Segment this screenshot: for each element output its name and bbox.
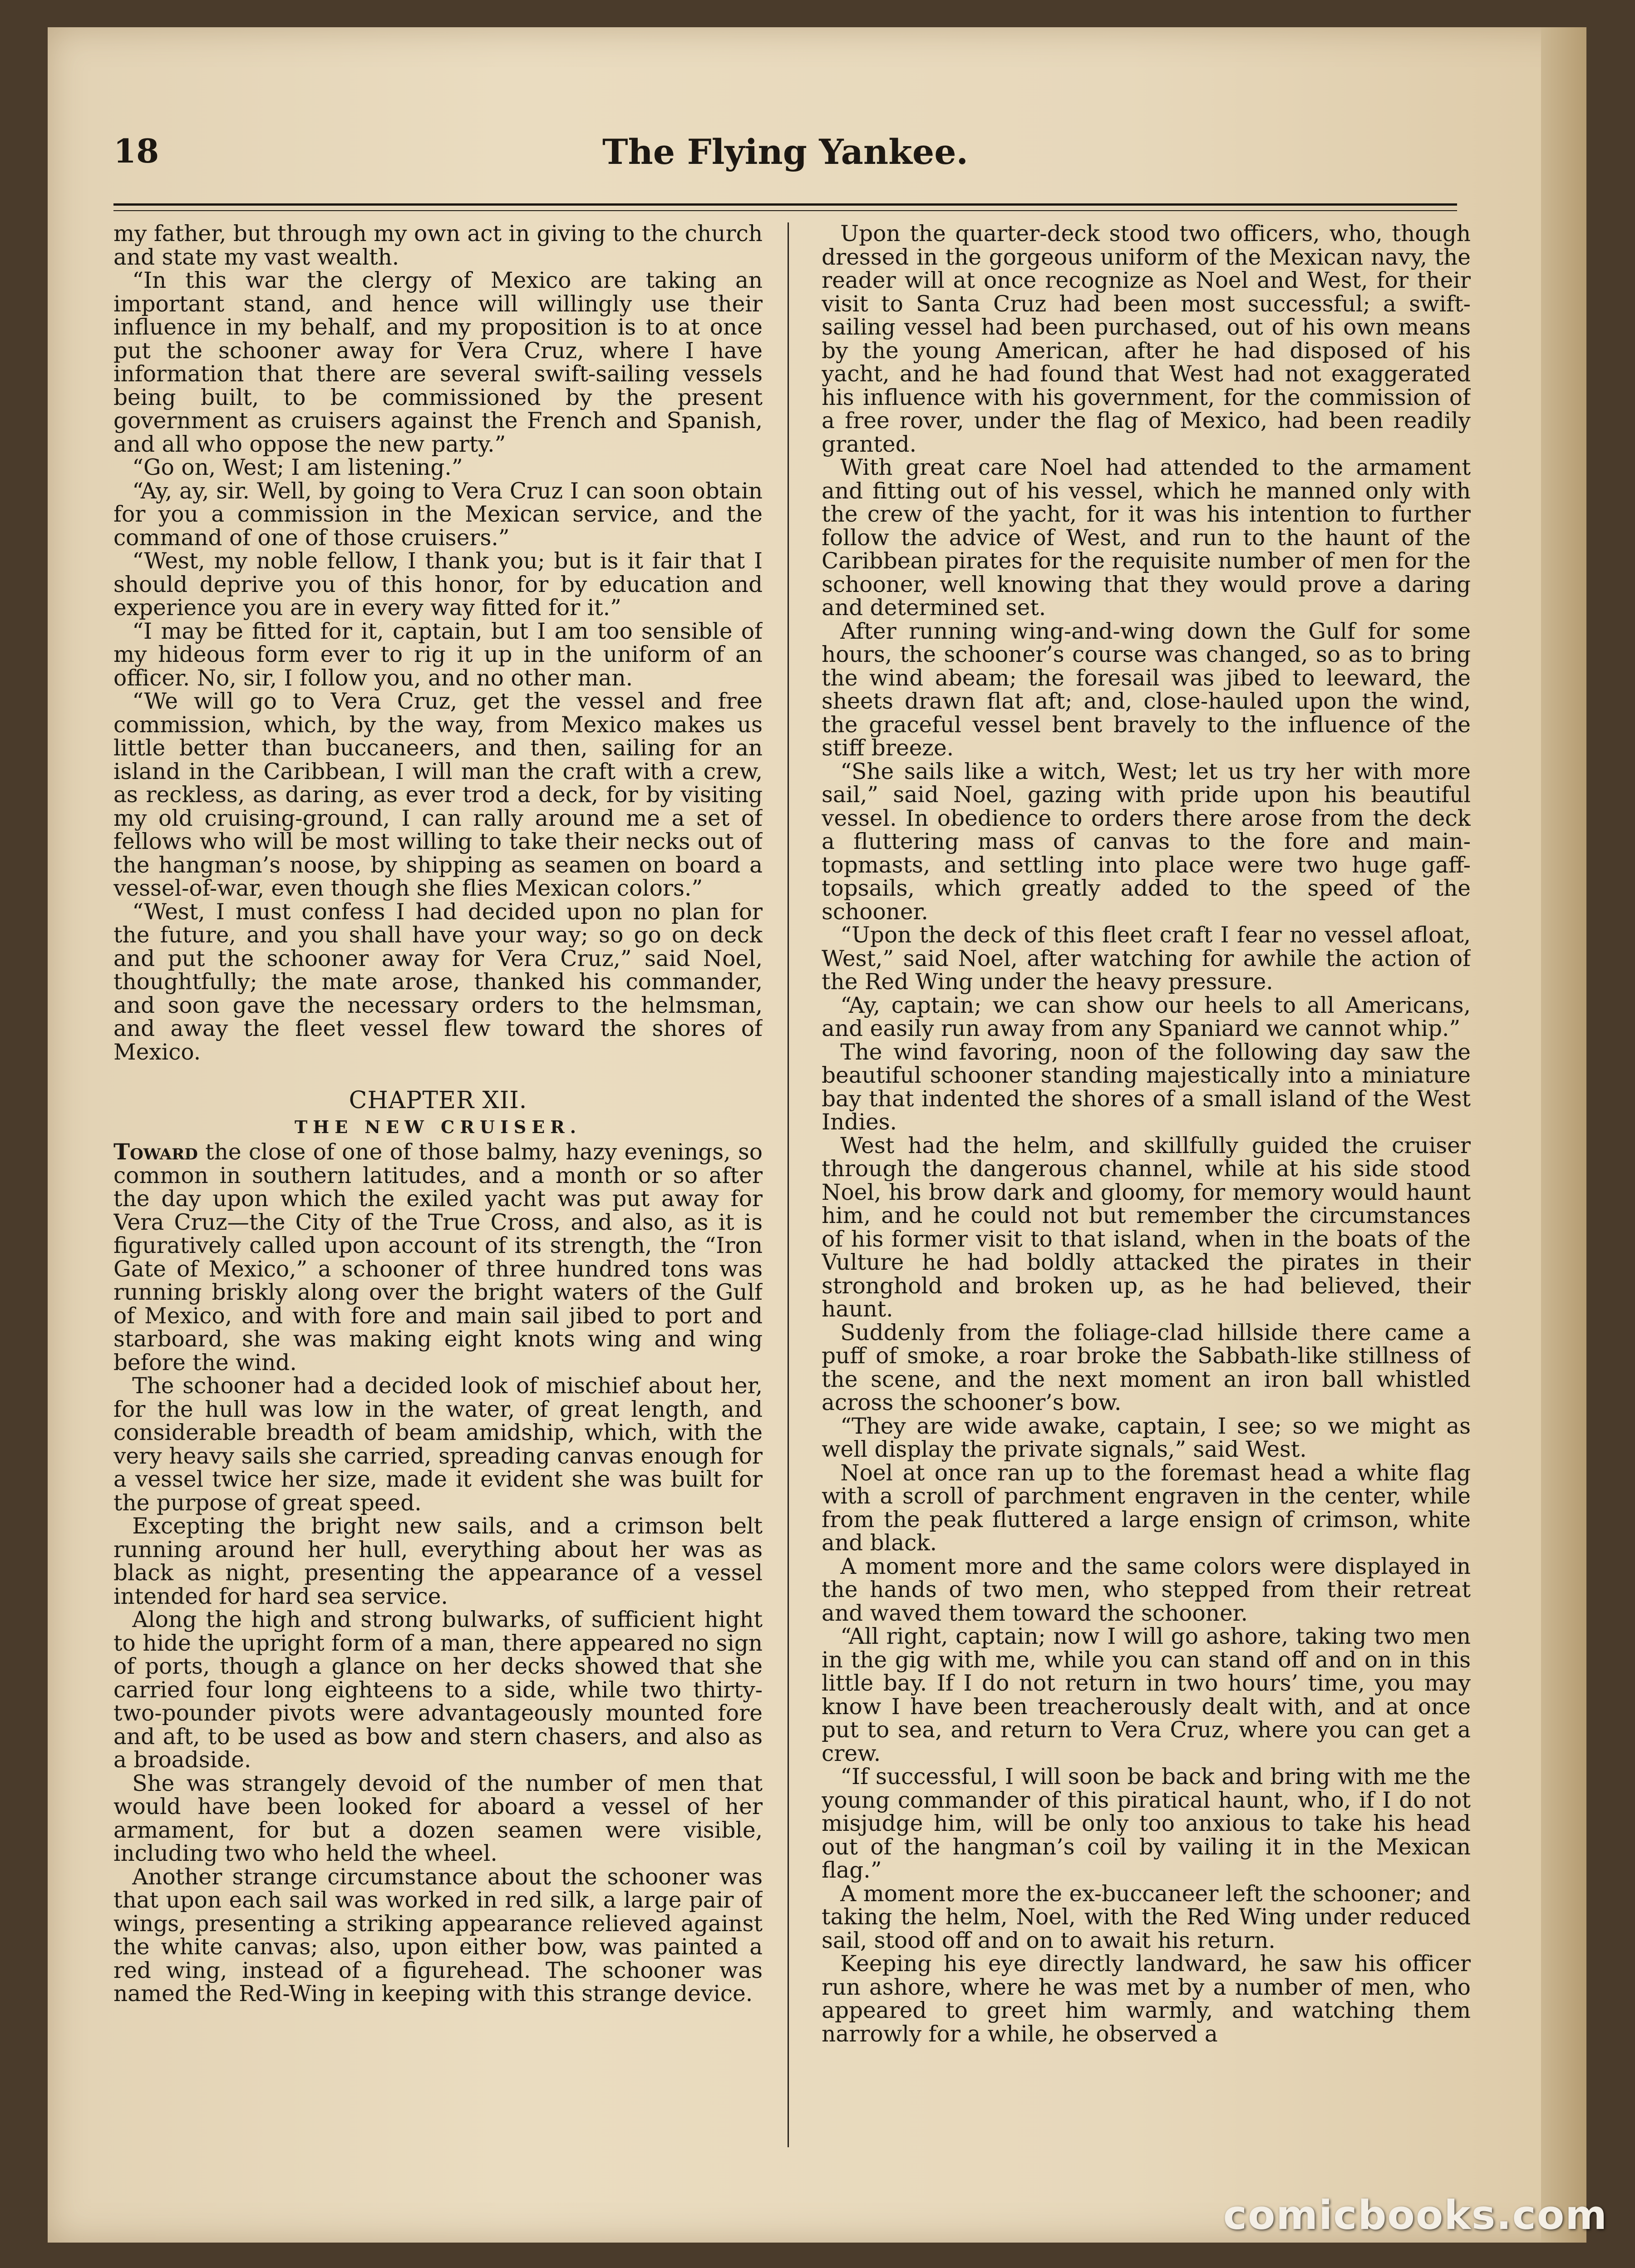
- chapter-first-word: Toward: [113, 1139, 198, 1165]
- paragraph: “West, my noble fellow, I thank you; but is it fair that I should deprive you of this honor, for by education and experience you are in every way fitted for it.”: [113, 548, 763, 621]
- running-title: The Flying Yankee.: [602, 132, 968, 172]
- paragraph: “I may be fitted for it, captain, but I am too sensible of my hideous form ever to rig it up in the uniform of an officer. No, sir, I follow you, and no other man.: [113, 618, 763, 691]
- paragraph: “They are wide awake, captain, I see; so we might as well display the private signals,” said West.: [822, 1413, 1471, 1462]
- paragraph: “All right, captain; now I will go ashore, taking two men in the gig with me, while you can stand off and on in this little bay. If I do not return in two hours’ time, you may know I have been treacherously dealt with, and at once put to sea, and return to Vera Cruz, where you can get a crew.: [822, 1624, 1471, 1766]
- paragraph: A moment more and the same colors were displayed in the hands of two men, who stepped from their retreat and waved them toward the schooner.: [822, 1553, 1471, 1626]
- paragraph: “Go on, West; I am listening.”: [132, 455, 463, 480]
- paragraph: “Ay, captain; we can show our heels to all Americans, and easily run away from any Spaniard we cannot whip.”: [822, 992, 1471, 1041]
- page-header: [113, 123, 1457, 191]
- chapter-subtitle: THE NEW CRUISER.: [295, 1116, 581, 1137]
- header-rule: [113, 203, 1457, 211]
- paragraph: Keeping his eye directly landward, he saw his officer run ashore, where he was met by a number of men, who appeared to greet him warmly, and watching them narrowly for a while, he observed a: [822, 1951, 1471, 2047]
- paragraph: “Upon the deck of this fleet craft I fear no vessel afloat, West,” said Noel, after watching for awhile the action of the Red Wing under the heavy pressure.: [822, 922, 1471, 995]
- column-divider: [788, 222, 789, 2147]
- page-number: 18: [113, 132, 159, 170]
- paragraph: The wind favoring, noon of the following day saw the beautiful schooner standing majestically into a miniature bay that indented the shores of a small island of the West Indies.: [822, 1039, 1471, 1135]
- paragraph: “West, I must confess I had decided upon no plan for the future, and you shall have your way; so go on deck and put the schooner away for Vera Cruz,” said Noel, thoughtfully; the mate arose, thanked his commander, and soon gave the necessary orders to the helmsman, and away the fleet vessel flew toward the shores of Mexico.: [113, 899, 763, 1065]
- page-edge: [1541, 27, 1586, 2243]
- paragraph: my father, but through my own act in giving to the church and state my vast wealth.: [113, 222, 763, 270]
- paragraph: “She sails like a witch, West; let us try her with more sail,” said Noel, gazing with pride upon his beautiful vessel. In obedience to orders there arose from the deck a fluttering mass of canvas to the fore and main-topmasts, and settling into place were two huge gaff-topsails, which greatly added to the speed of the schooner.: [822, 759, 1471, 925]
- watermark: comicbooks.com: [1223, 2192, 1608, 2238]
- paragraph: “In this war the clergy of Mexico are taking an important stand, and hence will willingly use their influence in my behalf, and my proposition is to at once put the schooner away for Vera Cruz, where I have information that there are several swift-sailing vessels being built, to be commissioned by the present government as cruisers against the French and Spanish, and all who oppose the new party.”: [113, 268, 763, 457]
- paragraph: Suddenly from the foliage-clad hillside there came a puff of smoke, a roar broke the Sabbath-like stillness of the scene, and the next moment an iron ball whistled across the schooner’s bow.: [822, 1320, 1471, 1415]
- paragraph: Along the high and strong bulwarks, of sufficient hight to hide the upright form of a man, there appeared no sign of ports, though a glance on her decks showed that she carried four long eighteens to a side, while two thirty-two-pounder pivots were advantageously mounted fore and aft, to be used as bow and stern chasers, and also as a broadside.: [113, 1607, 763, 1773]
- paragraph: She was strangely devoid of the number of men that would have been looked for aboard a vessel of her armament, for but a dozen seamen were visible, including two who held the wheel.: [113, 1770, 763, 1866]
- paragraph: With great care Noel had attended to the armament and fitting out of his vessel, which he manned only with the crew of the yacht, for it was his intention to further follow the advice of West, and run to the haunt of the Caribbean pirates for the requisite number of men for the schooner, well knowing that they would prove a daring and determined set.: [822, 455, 1471, 621]
- paragraph: West had the helm, and skillfully guided the cruiser through the dangerous channel, while at his side stood Noel, his brow dark and gloomy, for memory would haunt him, and he could not but remember the circumstances of his former visit to that island, when in the boats of the Vulture he had boldly attacked the pirates in their stronghold and broken up, as he had believed, their haunt.: [822, 1133, 1471, 1322]
- paragraph: “Ay, ay, sir. Well, by going to Vera Cruz I can soon obtain for you a commission in the Mexican service, and the command of one of those cruisers.”: [113, 478, 763, 551]
- chapter-opening-paragraph: [113, 1140, 763, 1375]
- paragraph: The schooner had a decided look of mischief about her, for the hull was low in the water, of great length, and considerable breadth of beam amidship, which, with the very heavy sails she carried, spreading canvas enough for a vessel twice her size, made it evident she was built for the purpose of great speed.: [113, 1373, 763, 1516]
- paragraph: Excepting the bright new sails, and a crimson belt running around her hull, everything about her was as black as night, presenting the appearance of a vessel intended for hard sea service.: [113, 1514, 763, 1609]
- paragraph: Upon the quarter-deck stood two officers, who, though dressed in the gorgeous uniform of the Mexican navy, the reader will at once recognize as Noel and West, for their visit to Santa Cruz had been most successful; a swift-sailing vessel had been purchased, out of his own means by the young American, after he had disposed of his yacht, and he had found that West had not exaggerated his influence with his government, for the commission of a free rover, under the flag of Mexico, had been readily granted.: [822, 222, 1471, 457]
- paragraph: A moment more the ex-buccaneer left the schooner; and taking the helm, Noel, with the Red Wing under reduced sail, stood off and on to await his return.: [822, 1881, 1471, 1953]
- chapter-heading: CHAPTER XII.: [349, 1087, 527, 1114]
- paragraph: “If successful, I will soon be back and bring with me the young commander of this piratical haunt, who, if I do not misjudge him, will be only too anxious to take his head out of the hangman’s coil by vailing it in the Mexican flag.”: [822, 1764, 1471, 1883]
- paragraph: “We will go to Vera Cruz, get the vessel and free commission, which, by the way, from Mexico makes us little better than buccaneers, and then, sailing for an island in the Caribbean, I will man the craft with a crew, as reckless, as daring, as ever trod a deck, for by visiting my old cruising-ground, I can rally around me a set of fellows who will be most willing to take their necks out of the hangman’s noose, by shipping as seamen on board a vessel-of-war, even though she flies Mexican colors.”: [113, 689, 763, 901]
- left-column: [113, 222, 763, 2147]
- right-column: [822, 222, 1471, 2147]
- paragraph: Another strange circumstance about the schooner was that upon each sail was worked in red silk, a large pair of wings, presenting a striking appearance relieved against the white canvas; also, upon either bow, was painted a red wing, instead of a figurehead. The schooner was named the Red-Wing in keeping with this strange device.: [113, 1864, 763, 2007]
- paragraph: After running wing-and-wing down the Gulf for some hours, the schooner’s course was changed, so as to bring the wind abeam; the foresail was jibed to leeward, the sheets drawn flat aft; and, close-hauled upon the wind, the graceful vessel bent bravely to the influence of the stiff breeze.: [822, 618, 1471, 761]
- paragraph: Noel at once ran up to the foremast head a white flag with a scroll of parchment engraven in the center, while from the peak fluttered a large ensign of crimson, white and black.: [822, 1460, 1471, 1556]
- chapter-opening-text: the close of one of those balmy, hazy evenings, so common in southern latitudes, and a month or so after the day upon which the exiled yacht was put away for Vera Cruz—the City of the True Cross, and also, as it is figuratively called upon account of its strength, the “Iron Gate of Mexico,” a schooner of three hundred tons was running briskly along over the bright waters of the Gulf of Mexico, and with fore and main sail jibed to port and starboard, she was making eight knots wing and wing before the wind.: [113, 1139, 763, 1376]
